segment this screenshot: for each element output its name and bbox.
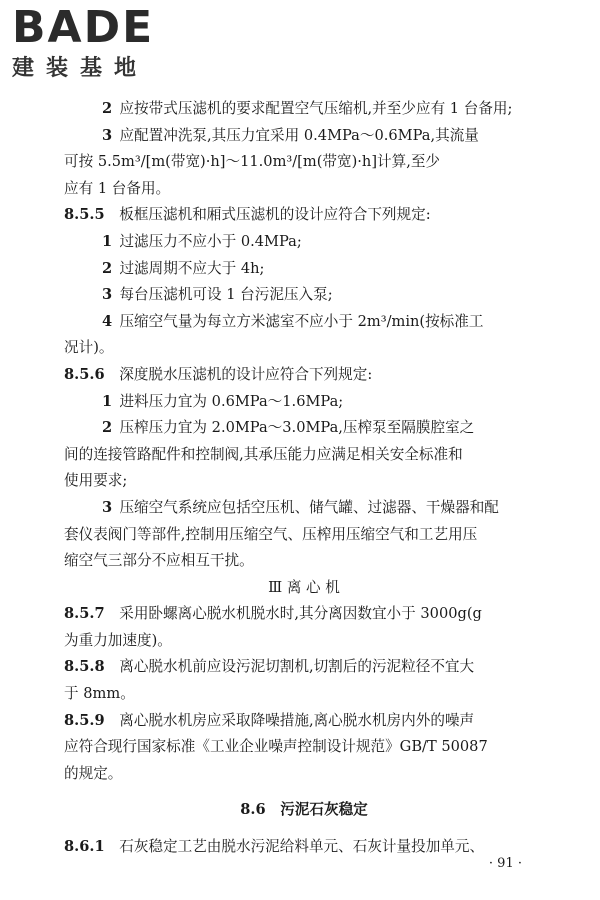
text-line — [64, 654, 544, 681]
clause-number: 3 — [102, 498, 113, 516]
clause-number: 2 — [102, 259, 113, 277]
line-text: 石灰稳定工艺由脱水污泥给料单元、石灰计量投加单元、 — [119, 838, 485, 856]
text-line — [64, 415, 544, 442]
clause-number: 1 — [102, 392, 113, 410]
line-text: 压榨压力宜为 2.0MPa～3.0MPa,压榨泵至隔膜腔室之 — [119, 419, 475, 437]
section-title: 污泥石灰稳定 — [280, 801, 368, 819]
clause-number: 4 — [102, 312, 113, 330]
line-text: 采用卧螺离心脱水机脱水时,其分离因数宜小于 3000g(g — [119, 605, 482, 623]
line-text: Ⅲ 离 心 机 — [268, 578, 340, 596]
clause-number: 8.5.7 — [64, 605, 105, 623]
document-body — [64, 96, 544, 861]
text-line — [64, 548, 544, 575]
line-text: 套仪表阀门等部件,控制用压缩空气、压榨用压缩空气和工艺用压 — [64, 525, 478, 543]
clause-number: 8.5.9 — [64, 711, 105, 729]
line-text: 可按 5.5m³/[m(带宽)·h]～11.0m³/[m(带宽)·h]计算,至少 — [64, 153, 441, 171]
clause-number: 2 — [102, 100, 113, 117]
line-text: 离心脱水机前应设污泥切割机,切割后的污泥粒径不宜大 — [119, 658, 475, 676]
clause-number: 3 — [102, 126, 113, 144]
line-text: 间的连接管路配件和控制阀,其承压能力应满足相关安全标准和 — [64, 445, 463, 463]
line-text: 况计)。 — [64, 339, 114, 357]
text-line — [64, 708, 544, 735]
text-line — [64, 761, 544, 788]
line-text: 应符合现行国家标准《工业企业噪声控制设计规范》GB/T 50087 — [64, 738, 488, 756]
text-line — [64, 734, 544, 761]
text-line — [64, 282, 544, 309]
line-text: 应配置冲洗泵,其压力宜采用 0.4MPa～0.6MPa,其流量 — [119, 126, 479, 144]
line-text: 缩空气三部分不应相互干扰。 — [64, 552, 254, 570]
text-line — [64, 96, 544, 123]
line-text: 应有 1 台备用。 — [64, 179, 171, 197]
line-text: 板框压滤机和厢式压滤机的设计应符合下列规定: — [119, 206, 431, 224]
text-line — [64, 468, 544, 495]
clause-number: 3 — [102, 286, 113, 304]
line-text: 每台压滤机可设 1 台污泥压入泵; — [119, 286, 333, 304]
logo-subtitle: 建装基地 — [12, 56, 149, 81]
line-text: 为重力加速度)。 — [64, 631, 172, 649]
text-line — [64, 362, 544, 389]
text-line — [64, 309, 544, 336]
text-line — [64, 335, 544, 362]
line-text: 应按带式压滤机的要求配置空气压缩机,并至少应有 1 台备用; — [119, 100, 513, 117]
clause-number: 8.5.5 — [64, 206, 105, 224]
clause-number: 8.5.6 — [64, 365, 105, 383]
line-text: 的规定。 — [64, 764, 123, 782]
text-line — [64, 681, 544, 708]
text-line — [64, 522, 544, 549]
text-line — [64, 628, 544, 655]
line-text: 使用要求; — [64, 472, 128, 490]
subsection-heading — [64, 575, 544, 602]
text-line — [64, 389, 544, 416]
text-line — [64, 256, 544, 283]
line-text: 压缩空气系统应包括空压机、储气罐、过滤器、干燥器和配 — [119, 498, 499, 516]
section-heading — [64, 797, 544, 824]
line-text: 离心脱水机房应采取降噪措施,离心脱水机房内外的噪声 — [119, 711, 475, 729]
line-text: 过滤压力不应小于 0.4MPa; — [119, 232, 302, 250]
clause-number: 2 — [102, 419, 113, 437]
line-text: 进料压力宜为 0.6MPa～1.6MPa; — [119, 392, 344, 410]
line-text: 深度脱水压滤机的设计应符合下列规定: — [119, 365, 373, 383]
text-line — [64, 176, 544, 203]
line-text: 过滤周期不应大于 4h; — [119, 259, 265, 277]
clause-number: 8.6.1 — [64, 838, 105, 856]
clause-number: 8.5.8 — [64, 658, 105, 676]
text-line — [64, 123, 544, 150]
text-line — [64, 834, 544, 861]
line-text: 于 8mm。 — [64, 685, 135, 703]
section-number: 8.6 — [240, 801, 266, 819]
text-line — [64, 442, 544, 469]
clause-number: 1 — [102, 232, 113, 250]
text-line — [64, 495, 544, 522]
text-line — [64, 229, 544, 256]
logo-brand-text: BADE — [12, 2, 155, 53]
text-line — [64, 202, 544, 229]
page-number: · 91 · — [488, 856, 522, 871]
brand-logo — [12, 4, 182, 86]
text-line — [64, 149, 544, 176]
line-text: 压缩空气量为每立方米滤室不应小于 2m³/min(按标准工 — [119, 312, 484, 330]
text-line — [64, 601, 544, 628]
